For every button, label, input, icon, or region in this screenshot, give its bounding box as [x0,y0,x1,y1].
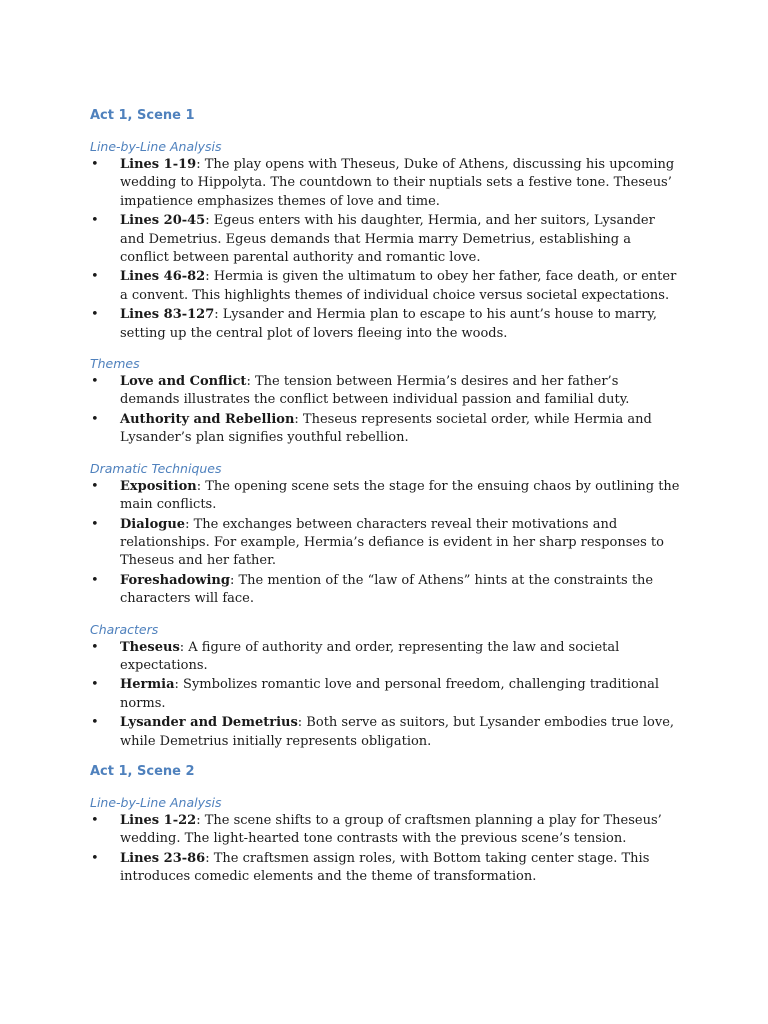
bullet-icon: • [91,478,99,494]
list-item [90,212,680,267]
list-item-text: : Theseus represents societal order, while Hermia and Lysander’s plan signifies youthful rebellion. [120,411,652,446]
bullet-list [90,812,680,887]
bullet-icon: • [91,812,99,828]
bullet-icon: • [91,572,99,588]
list-item-term: Exposition [120,478,197,494]
list-item-term: Lines 23-86 [120,850,206,866]
list-item-text: : Egeus enters with his daughter, Hermia, and her suitors, Lysander and Demetrius. Egeus demands that Hermia marry Demetrius, establishing a conflict between parental authority and romantic love. [120,213,655,266]
list-item-term: Lines 83-127 [120,307,215,323]
subheading-characters: Characters [90,621,159,637]
list-item [90,373,680,410]
list-item-text: : The play opens with Theseus, Duke of Athens, discussing his upcoming wedding to Hippolyta. The countdown to their nuptials sets a festive tone. Theseus’ impatience emphasizes themes of love and time. [120,157,675,209]
bullet-list [90,478,680,609]
list-item [90,478,680,515]
list-item-text: : The mention of the “law of Athens” hints at the constraints the characters will face. [120,572,654,607]
bullet-list [90,156,680,343]
bullet-icon: • [91,639,99,655]
section-heading-act1-scene2: Act 1, Scene 2 [90,763,195,779]
list-item [90,268,680,305]
list-item-term: Lysander and Demetrius [120,715,298,731]
bullet-list [90,373,680,448]
list-item [90,812,680,849]
list-item-term: Lines 1-19 [120,157,197,172]
bullet-icon: • [91,850,99,866]
bullet-icon: • [91,157,99,172]
list-item-text: : The tension between Hermia’s desires and her father’s demands illustrates the conflict between individual passion and familial duty. [120,374,630,408]
bullet-icon: • [91,677,99,693]
list-item-text: : Lysander and Hermia plan to escape to his aunt’s house to marry, setting up the central plot of lovers fleeing into the woods. [120,307,658,341]
list-item [90,714,680,751]
bullet-icon: • [91,411,99,427]
list-item-term: Lines 1-22 [120,812,197,828]
bullet-icon: • [91,269,99,285]
list-item [90,516,680,571]
bullet-icon: • [91,374,99,390]
list-item-text: : Symbolizes romantic love and personal freedom, challenging traditional norms. [120,677,659,711]
list-item-term: Theseus [120,639,180,655]
list-item-term: Foreshadowing [120,572,230,588]
list-item-term: Authority and Rebellion [120,411,295,427]
list-item [90,411,680,448]
list-item-text: : Both serve as suitors, but Lysander embodies true love, while Demetrius initially represents obligation. [120,715,675,749]
list-item [90,156,680,211]
list-item [90,306,680,343]
subheading-line-analysis: Line-by-Line Analysis [90,139,222,154]
list-item-text: : The craftsmen assign roles, with Bottom taking center stage. This introduces comedic elements and the theme of transformation. [120,850,650,885]
list-item [90,572,680,609]
subheading-dramatic-techniques: Dramatic Techniques [90,460,222,476]
bullet-icon: • [91,213,99,229]
subheading-themes: Themes [90,356,140,372]
list-item [90,850,680,887]
bullet-icon: • [91,516,99,532]
bullet-list [90,639,680,751]
bullet-icon: • [91,715,99,731]
bullet-icon: • [91,307,99,323]
list-item-text: : The exchanges between characters reveal their motivations and relationships. For example, Hermia’s defiance is evident in her sharp responses to Theseus and her father. [120,516,664,569]
list-item-text: : The opening scene sets the stage for the ensuing chaos by outlining the main conflicts. [120,478,680,513]
list-item [90,639,680,676]
list-item-text: : Hermia is given the ultimatum to obey her father, face death, or enter a convent. This highlights themes of individual choice versus societal expectations. [120,269,677,303]
list-item-term: Lines 46-82 [120,269,206,285]
list-item-term: Hermia [120,677,175,693]
list-item-term: Lines 20-45 [120,213,206,229]
list-item-text: : The scene shifts to a group of craftsmen planning a play for Theseus’ wedding. The light-hearted tone contrasts with the previous scene’s tension. [120,812,662,847]
subheading-line-analysis: Line-by-Line Analysis [90,794,222,810]
list-item-term: Dialogue [120,516,186,532]
list-item [90,676,680,713]
list-item-text: : A figure of authority and order, representing the law and societal expectations. [120,639,620,673]
section-heading-act1-scene1: Act 1, Scene 1 [90,108,195,123]
document-page [90,107,680,899]
list-item-term: Love and Conflict [120,374,247,390]
